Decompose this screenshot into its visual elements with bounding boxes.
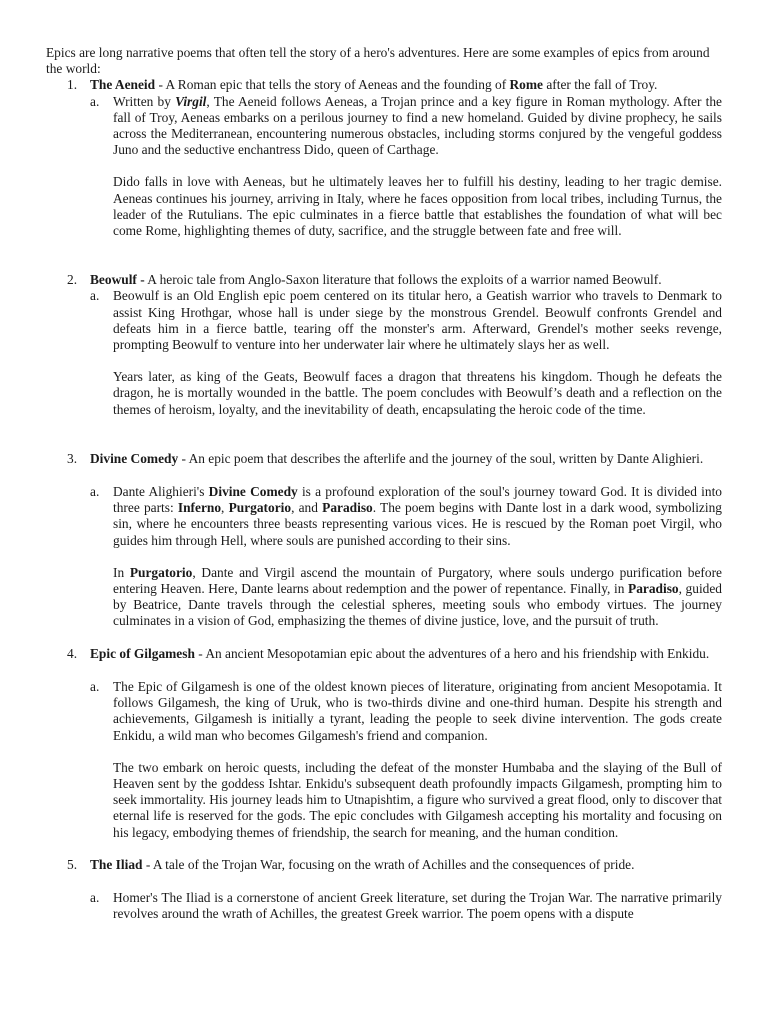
sub-letter: a. xyxy=(90,93,100,109)
epic-summary: a. Beowulf is an Old English epic poem centered on its titular hero, a Geatish warrior who travels to Denmark to assist King Hrothgar, whose hall is under siege by the monstrous Grendel. Beowulf confronts Grendel and defeats him in a fierce battle, tearing off the monster's arm. Afterward, Grendel's mother seeks revenge, prompting Beowulf to venture into her underwater lair where he ultimately slays her as well. xyxy=(90,288,722,353)
epic-description: A heroic tale from Anglo-Saxon literature that follows the exploits of a warrior named Beowulf. xyxy=(144,272,662,288)
intro-paragraph: Epics are long narrative poems that often tell the story of a hero's adventures. Here are some examples of epics from around the world: xyxy=(46,45,710,77)
bold-term: Rome xyxy=(509,77,543,93)
summary-paragraph-2: Dido falls in love with Aeneas, but he ultimately leaves her to fulfill his destiny, leading to her tragic demise. Aeneas continues his journey, arriving in Italy, where he faces opposition from local tribes, including Turnus, the leader of the Rutulians. The epic culminates in a fierce battle that establishes the foundation of what will bec come Rome, highlighting themes of duty, sacrifice, and the struggle between fate and free will. xyxy=(113,174,722,239)
epic-title: Epic of Gilgamesh xyxy=(90,645,195,661)
sub-letter: a. xyxy=(90,678,100,694)
epic-summary: a. Dante Alighieri's Divine Comedy is a profound exploration of the soul's journey toward God. It is divided into three parts: Inferno, Purgatorio, and Paradiso. The poem begins with Dante lost in a dark wood, symbolizing sin, where he encounters three beasts representing various vices. He is rescued by the Roman poet Virgil, who guides him through Hell, where souls are punished according to their sins. xyxy=(90,484,722,548)
list-number: 1. xyxy=(67,77,78,93)
epic-item-beowulf xyxy=(46,272,722,288)
epic-item-divine-comedy xyxy=(46,451,722,467)
epic-title: Beowulf - xyxy=(90,272,145,288)
list-number: 5. xyxy=(67,856,78,872)
epic-description: - A Roman epic that tells the story of Aeneas and the founding of xyxy=(155,77,510,93)
sub-letter: a. xyxy=(90,484,100,500)
list-number: 2. xyxy=(67,272,78,288)
sub-letter: a. xyxy=(90,889,100,905)
epic-summary: a. The Epic of Gilgamesh is one of the oldest known pieces of literature, originating from ancient Mesopotamia. It follows Gilgamesh, the king of Uruk, who is two-thirds divine and one-third human. Despite his strength and achievements, Gilgamesh is initially a tyrant, leading the people to seek divine intervention. The gods create Enkidu, a wild man who becomes Gilgamesh's friend and companion. xyxy=(90,678,722,743)
summary-paragraph-2: The two embark on heroic quests, including the defeat of the monster Humbaba and the slaying of the Bull of Heaven sent by the goddess Ishtar. Enkidu's subsequent death profoundly impacts Gilgamesh, prompting him to seek immortality. His journey leads him to Utnapishtim, a figure who survived a great flood, only to discover that eternal life is reserved for the gods. The epic concludes with Gilgamesh accepting his mortality and focusing on his legacy, embodying themes of friendship, the search for meaning, and the human condition. xyxy=(113,759,722,840)
epic-title: Divine Comedy xyxy=(90,450,179,466)
summary-paragraph-2: In Purgatorio, Dante and Virgil ascend the mountain of Purgatory, where souls undergo purification before entering Heaven. Here, Dante learns about redemption and the power of repentance. Finally, in Paradiso, guided by Beatrice, Dante travels through the celestial spheres, meeting souls who embody virtues. The journey culminates in a vision of God, emphasizing the themes of divine justice, love, and the pursuit of truth. xyxy=(113,564,723,629)
epic-summary: a. Written by Virgil, The Aeneid follows Aeneas, a Trojan prince and a key figure in Roman mythology. After the fall of Troy, Aeneas embarks on a perilous journey to find a new homeland. Guided by divine prophecy, he sails across the Mediterranean, encountering numerous obstacles, including storms conjured by the vengeful goddess Juno and the seductive enchantress Dido, queen of Carthage. xyxy=(90,93,722,158)
document-page xyxy=(46,45,722,922)
epic-description: - An epic poem that describes the afterlife and the journey of the soul, written by Dante Alighieri. xyxy=(178,450,704,466)
sub-letter: a. xyxy=(90,288,100,304)
epic-item-gilgamesh xyxy=(46,646,722,662)
list-number: 4. xyxy=(67,645,78,661)
epic-summary: a. Homer's The Iliad is a cornerstone of ancient Greek literature, set during the Trojan War. The narrative primarily revolves around the wrath of Achilles, the greatest Greek warrior. The poem opens with a dispute xyxy=(90,889,722,922)
author-name: Virgil xyxy=(175,93,207,109)
epic-description: - A tale of the Trojan War, focusing on the wrath of Achilles and the consequences of pride. xyxy=(142,856,635,872)
summary-paragraph-2: Years later, as king of the Geats, Beowulf faces a dragon that threatens his kingdom. Though he defeats the dragon, he is mortally wounded in the battle. The poem concludes with Beowulf’s death and a reflection on the themes of heroism, loyalty, and the inevitability of death, encapsulating the heroic code of the time. xyxy=(113,369,722,417)
list-number: 3. xyxy=(67,450,78,466)
epic-description: - An ancient Mesopotamian epic about the adventures of a hero and his friendship with Enkidu. xyxy=(194,645,710,661)
epic-item-iliad xyxy=(46,857,722,873)
epic-item-aeneid: 1. The Aeneid - A Roman epic that tells the story of Aeneas and the founding of Rome after the fall of Troy. xyxy=(67,77,658,93)
epic-title: The Iliad xyxy=(90,856,143,872)
epic-title: The Aeneid xyxy=(90,77,156,93)
